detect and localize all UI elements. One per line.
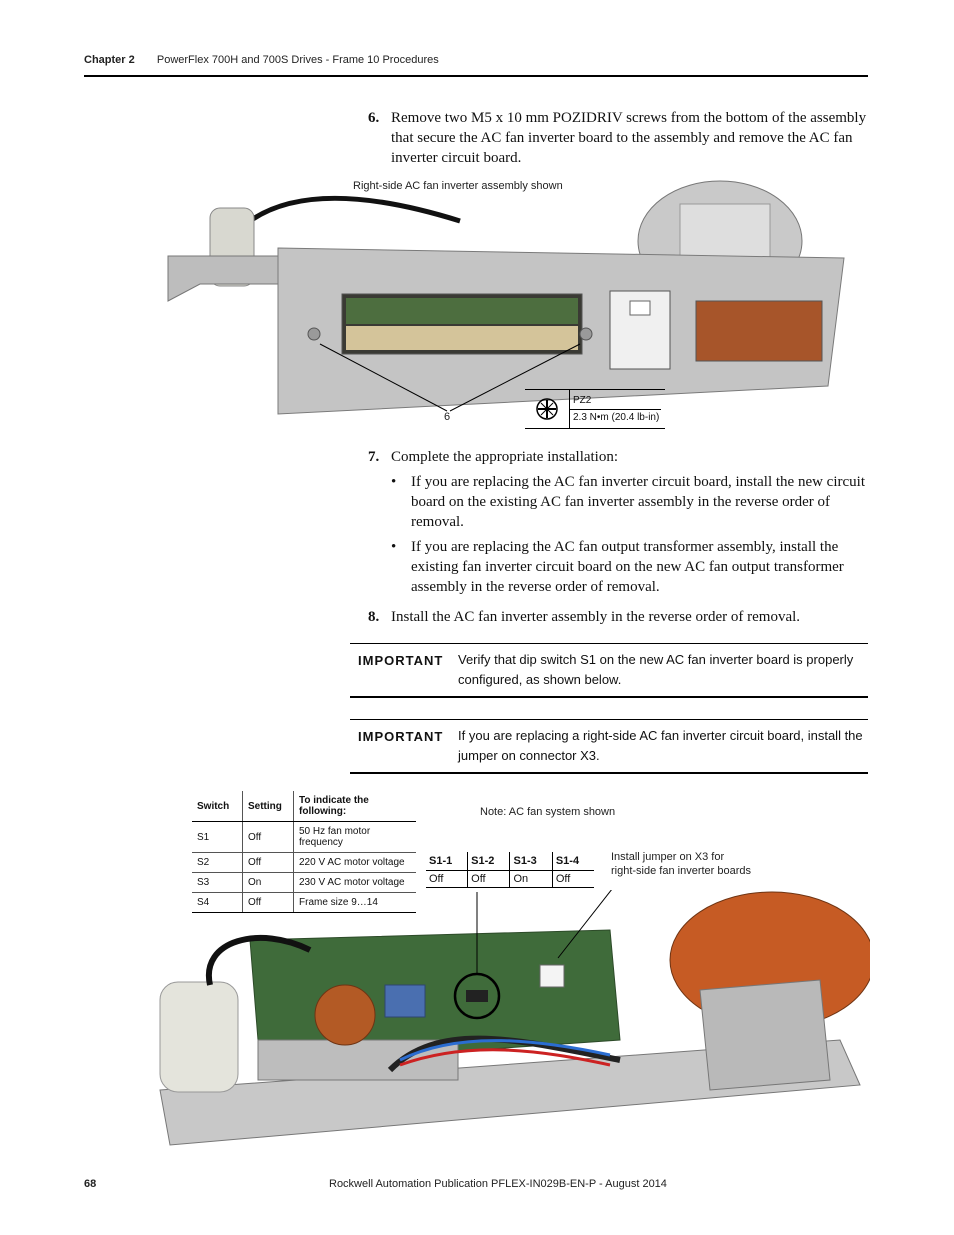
ac-fan-system-photo	[140, 890, 870, 1150]
cell: Off	[243, 893, 294, 913]
step-8-number: 8.	[368, 609, 380, 625]
s1-dip-switch-table	[426, 852, 594, 888]
insulation-sheet	[346, 326, 578, 350]
step-7-bullet-1	[391, 472, 869, 532]
page-number: 68	[84, 1178, 97, 1190]
step-7	[368, 447, 868, 467]
torque-spec-box	[525, 389, 665, 429]
cell: S2	[192, 853, 243, 873]
bullet-dot: •	[391, 539, 397, 555]
important-note-2	[350, 719, 868, 774]
transformer-window	[696, 301, 822, 361]
s1-3-header: S1-3	[510, 852, 552, 871]
bullet-1-text: If you are replacing the AC fan inverter circuit board, install the new circuit board on the existing AC fan inverter assembly in the reverse order of removal.	[411, 474, 865, 530]
cell: On	[243, 873, 294, 893]
step-7-text: Complete the appropriate installation:	[391, 449, 619, 465]
fan-inverter-assembly-photo	[160, 176, 850, 426]
s1-1-value: Off	[426, 871, 468, 888]
screw-left	[308, 328, 320, 340]
s1-4-value: Off	[552, 871, 594, 888]
run-capacitor	[160, 982, 238, 1092]
s1-1-header: S1-1	[426, 852, 468, 871]
s1-2-header: S1-2	[468, 852, 510, 871]
important-note-1	[350, 643, 868, 698]
s1-3-value: On	[510, 871, 552, 888]
torque-bit: PZ2	[573, 395, 592, 406]
table-row	[192, 822, 416, 853]
cell: 230 V AC motor voltage	[294, 873, 417, 893]
dip-switch-s1	[466, 990, 488, 1002]
step-6-number: 6.	[368, 110, 380, 126]
table-header-row	[192, 791, 416, 822]
connector-block	[630, 301, 650, 315]
figure-1-caption: Right-side AC fan inverter assembly shown	[353, 180, 563, 192]
col-description: To indicate the following:	[294, 791, 417, 822]
step-8-text: Install the AC fan inverter assembly in the reverse order of removal.	[391, 609, 801, 625]
step-6	[368, 108, 868, 168]
cell: 50 Hz fan motor frequency	[294, 822, 417, 853]
s1-header-row	[426, 852, 594, 871]
side-bracket	[168, 256, 280, 301]
col-setting: Setting	[243, 791, 294, 822]
important-1-text: Verify that dip switch S1 on the new AC fan inverter board is properly configured, as shown below.	[458, 652, 854, 687]
chapter-label: Chapter 2	[84, 54, 135, 66]
important-1-label: IMPORTANT	[358, 653, 444, 668]
torque-text	[573, 393, 661, 426]
jumper-note: Install jumper on X3 for right-side fan inverter boards	[611, 851, 752, 877]
cell: S4	[192, 893, 243, 913]
callout-number: 6	[444, 411, 451, 423]
capacitor-wire	[250, 198, 460, 221]
torque-icon-cell	[525, 390, 570, 428]
circuit-board	[346, 298, 578, 324]
col-switch: Switch	[192, 791, 243, 822]
cell: Frame size 9…14	[294, 893, 417, 913]
s1-value-row	[426, 871, 594, 888]
figure-2-note: Note: AC fan system shown	[480, 806, 616, 818]
header-rule	[84, 75, 868, 77]
table-row	[192, 853, 416, 873]
cell: Off	[243, 853, 294, 873]
important-2-label: IMPORTANT	[358, 729, 444, 744]
pozidriv-icon	[525, 390, 569, 428]
step-7-number: 7.	[368, 449, 380, 465]
cell: S1	[192, 822, 243, 853]
screw-right	[580, 328, 592, 340]
s1-2-value: Off	[468, 871, 510, 888]
transformer-mount	[700, 980, 830, 1090]
step-7-bullet-2	[391, 537, 869, 597]
cell: S3	[192, 873, 243, 893]
bullet-2-text: If you are replacing the AC fan output transformer assembly, install the existing fan inverter circuit board on the new AC fan output transformer assembly in the reverse order of removal.	[411, 539, 844, 595]
step-6-text: Remove two M5 x 10 mm POZIDRIV screws from the bottom of the assembly that secure the AC fan inverter board to the assembly and remove the AC fan inverter circuit board.	[391, 110, 867, 166]
s1-4-header: S1-4	[552, 852, 594, 871]
cell: Off	[243, 822, 294, 853]
running-header	[84, 54, 439, 66]
inductor-coil	[315, 985, 375, 1045]
connector-x3	[540, 965, 564, 987]
torque-value: 2.3 N•m (20.4 lb-in)	[569, 409, 661, 426]
chapter-title: PowerFlex 700H and 700S Drives - Frame 10 Procedures	[156, 54, 439, 66]
blue-capacitor	[385, 985, 425, 1017]
publication-info: Rockwell Automation Publication PFLEX-IN029B-EN-P - August 2014	[329, 1178, 667, 1190]
cell: 220 V AC motor voltage	[294, 853, 417, 873]
bullet-dot: •	[391, 474, 397, 490]
important-2-text: If you are replacing a right-side AC fan inverter circuit board, install the jumper on connector X3.	[458, 728, 863, 763]
step-8	[368, 607, 868, 627]
